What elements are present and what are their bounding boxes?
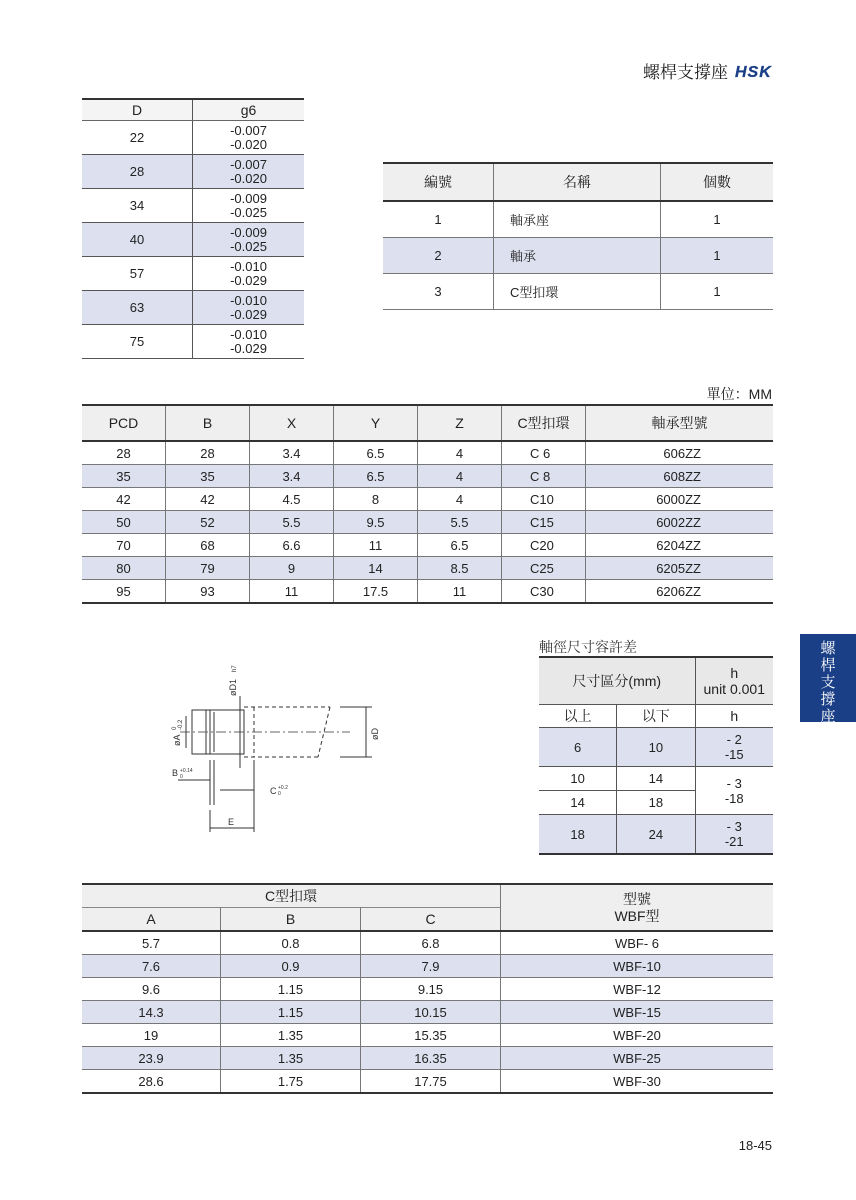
table-row (383, 201, 773, 238)
cell: WBF-20 (501, 1024, 774, 1047)
h-header-label: h (730, 665, 739, 681)
tolerance-upper: -0.010 (230, 326, 267, 342)
cell: 35 (166, 465, 250, 488)
cell: 5.7 (82, 931, 221, 955)
column-header: 以上 (539, 705, 617, 728)
cell: 5.5 (250, 511, 334, 534)
cell: 6204ZZ (586, 534, 774, 557)
tolerance-lower: -0.025 (230, 204, 267, 220)
label-d: øD (370, 728, 380, 740)
cell: 18 (539, 815, 617, 855)
tolerance-lower: -15 (724, 747, 744, 762)
table-row (539, 767, 773, 791)
label-d1: øD1 (228, 678, 238, 696)
shaft-tolerance-title: 軸徑尺寸容許差 (539, 639, 637, 655)
cell: C15 (502, 511, 586, 534)
tolerance-upper: -0.010 (230, 258, 267, 274)
label-e: E (228, 817, 235, 827)
table-header-row (383, 163, 773, 201)
cell: 40 (82, 223, 193, 257)
cell: 6205ZZ (586, 557, 774, 580)
cell: 15.35 (361, 1024, 501, 1047)
cell: 10 (539, 767, 617, 791)
brand-logo (734, 62, 772, 80)
label-b-tol-upper: +0.14 (180, 768, 193, 774)
column-header: 編號 (383, 163, 494, 201)
cell: 79 (166, 557, 250, 580)
cell: 22 (82, 121, 193, 155)
label-c: C (270, 786, 277, 796)
tolerance-cell (193, 291, 305, 325)
model-header-line1: 型號 (623, 890, 651, 907)
cell: WBF- 6 (501, 931, 774, 955)
shaft-tolerance-table (539, 656, 773, 855)
cell: 1 (661, 238, 774, 274)
cell: 80 (82, 557, 166, 580)
unit-label: 單位：MM (706, 386, 772, 402)
cell: 8.5 (418, 557, 502, 580)
cell: 16.35 (361, 1047, 501, 1070)
cell: WBF-15 (501, 1001, 774, 1024)
tolerance-cell (695, 728, 773, 767)
cell: 10 (617, 728, 695, 767)
cell: 3 (383, 274, 494, 310)
table-row (82, 325, 304, 359)
cell: 34 (82, 189, 193, 223)
tolerance-lower: -0.029 (230, 272, 267, 288)
cell: 11 (334, 534, 418, 557)
table-row (82, 534, 773, 557)
tolerance-cell (193, 223, 305, 257)
label-a-tol-upper: 0 (172, 726, 178, 730)
cring-table (82, 883, 773, 1094)
cell: 6002ZZ (586, 511, 774, 534)
cell: 1 (661, 274, 774, 310)
column-header: 個數 (661, 163, 774, 201)
tolerance-cell (193, 189, 305, 223)
column-header: A (82, 908, 221, 932)
cell: 9.6 (82, 978, 221, 1001)
dimension-table (82, 404, 773, 604)
cell: 8 (334, 488, 418, 511)
cell: 3.4 (250, 465, 334, 488)
table-row (82, 557, 773, 580)
brand-logo-text: HSK (735, 63, 772, 80)
cell: 4 (418, 465, 502, 488)
cell: 14 (617, 767, 695, 791)
cell: 35 (82, 465, 166, 488)
cell: 1.35 (221, 1047, 361, 1070)
column-header: 名稱 (494, 163, 661, 201)
tolerance-upper: -0.009 (230, 224, 267, 240)
cell: 6000ZZ (586, 488, 774, 511)
cell: 19 (82, 1024, 221, 1047)
table-row (82, 223, 304, 257)
side-tab-char: 支 (820, 674, 836, 691)
group-header: C型扣環 (82, 884, 501, 908)
table-row (82, 1047, 773, 1070)
cell: 9.5 (334, 511, 418, 534)
table-row (383, 274, 773, 310)
label-a: øA (172, 734, 182, 746)
cell: 6.5 (418, 534, 502, 557)
cell: 2 (383, 238, 494, 274)
column-header: 以下 (617, 705, 695, 728)
cell: 57 (82, 257, 193, 291)
cell: 1.75 (221, 1070, 361, 1094)
tolerance-cell (695, 767, 773, 815)
cell: 5.5 (418, 511, 502, 534)
cell: 軸承座 (494, 201, 661, 238)
label-a-tol-lower: -0.2 (178, 719, 184, 730)
column-header: X (250, 405, 334, 441)
label-c-tol-lower: 0 (278, 791, 281, 797)
table-row (82, 488, 773, 511)
cell: 23.9 (82, 1047, 221, 1070)
table-row (82, 511, 773, 534)
column-header: h (695, 705, 773, 728)
table-row (82, 1001, 773, 1024)
cell: 1.15 (221, 978, 361, 1001)
cell: 28 (82, 441, 166, 465)
cell: 4 (418, 488, 502, 511)
side-tab-char: 座 (820, 708, 836, 725)
table-row (82, 121, 304, 155)
cell: 11 (418, 580, 502, 604)
cell: 7.9 (361, 955, 501, 978)
table-row (383, 238, 773, 274)
table-row (539, 815, 773, 855)
column-header: C型扣環 (502, 405, 586, 441)
cell: C10 (502, 488, 586, 511)
table-row (82, 257, 304, 291)
cell: 42 (166, 488, 250, 511)
cell: 63 (82, 291, 193, 325)
cell: 24 (617, 815, 695, 855)
cell: 0.9 (221, 955, 361, 978)
cell: 6.5 (334, 465, 418, 488)
cell: 17.5 (334, 580, 418, 604)
cell: 1 (383, 201, 494, 238)
tolerance-upper: -0.009 (230, 190, 267, 206)
tolerance-upper: -0.007 (230, 122, 267, 138)
column-header: Y (334, 405, 418, 441)
cell: WBF-30 (501, 1070, 774, 1094)
table-row (82, 955, 773, 978)
tolerance-upper: -0.010 (230, 292, 267, 308)
tolerance-lower: -0.025 (230, 238, 267, 254)
tolerance-table (82, 98, 304, 359)
cell: 17.75 (361, 1070, 501, 1094)
range-header: 尺寸區分(mm) (539, 657, 695, 705)
cell: 9.15 (361, 978, 501, 1001)
table-row (82, 978, 773, 1001)
cell: 14 (539, 791, 617, 815)
tolerance-upper: -0.007 (230, 156, 267, 172)
tolerance-upper: - 2 (726, 732, 742, 747)
cell: 11 (250, 580, 334, 604)
tolerance-cell (695, 815, 773, 855)
cell: 9 (250, 557, 334, 580)
cell: C30 (502, 580, 586, 604)
cell: 0.8 (221, 931, 361, 955)
tolerance-cell (193, 155, 305, 189)
cell: 28.6 (82, 1070, 221, 1094)
table-row (82, 189, 304, 223)
column-header: g6 (193, 99, 305, 121)
label-d1-tol: h7 (232, 665, 238, 672)
h-header (695, 657, 773, 705)
column-header: 軸承型號 (586, 405, 774, 441)
cell: 7.6 (82, 955, 221, 978)
cell: 75 (82, 325, 193, 359)
cell: C 8 (502, 465, 586, 488)
table-row (82, 155, 304, 189)
cell: 93 (166, 580, 250, 604)
cell: 28 (82, 155, 193, 189)
tolerance-cell (193, 257, 305, 291)
side-tab-char: 螺 (820, 640, 836, 657)
side-tab-char: 桿 (820, 657, 836, 674)
table-row (82, 1070, 773, 1094)
table-row (82, 441, 773, 465)
table-row (82, 291, 304, 325)
label-b-tol-lower: 0 (180, 774, 183, 780)
cell: WBF-25 (501, 1047, 774, 1070)
table-subheader-row (539, 705, 773, 728)
cell: 42 (82, 488, 166, 511)
label-c-tol-upper: +0.2 (278, 785, 288, 791)
table-row (82, 465, 773, 488)
cell: 6.6 (250, 534, 334, 557)
cell: 68 (166, 534, 250, 557)
cell: 18 (617, 791, 695, 815)
h-header-unit: unit 0.001 (703, 681, 765, 697)
table-row (82, 931, 773, 955)
tolerance-lower: -0.029 (230, 306, 267, 322)
cell: 52 (166, 511, 250, 534)
tolerance-lower: -0.029 (230, 340, 267, 356)
table-header-row (82, 99, 304, 121)
column-header: C (361, 908, 501, 932)
tolerance-lower: -21 (724, 834, 744, 849)
parts-table (383, 162, 773, 310)
cell: 6.8 (361, 931, 501, 955)
cell: 6.5 (334, 441, 418, 465)
cell: 1.15 (221, 1001, 361, 1024)
tolerance-body (82, 121, 304, 359)
cell: C20 (502, 534, 586, 557)
cell: C25 (502, 557, 586, 580)
side-tab-char: 撐 (820, 691, 836, 708)
cell: 6 (539, 728, 617, 767)
tolerance-cell (193, 121, 305, 155)
cell: 1.35 (221, 1024, 361, 1047)
parts-body (383, 201, 773, 310)
cell: 4.5 (250, 488, 334, 511)
table-header-row (82, 405, 773, 441)
cell: 4 (418, 441, 502, 465)
cell: 95 (82, 580, 166, 604)
cell: 10.15 (361, 1001, 501, 1024)
dimension-body (82, 441, 773, 603)
cell: 1 (661, 201, 774, 238)
cell: 14.3 (82, 1001, 221, 1024)
model-header-line2: WBF型 (614, 907, 660, 924)
cell: 6206ZZ (586, 580, 774, 604)
cell: 3.4 (250, 441, 334, 465)
table-row (82, 580, 773, 604)
cell: 14 (334, 557, 418, 580)
tolerance-upper: - 3 (726, 775, 742, 791)
column-header: B (221, 908, 361, 932)
cell: 軸承 (494, 238, 661, 274)
cell: 608ZZ (586, 465, 774, 488)
tolerance-cell (193, 325, 305, 359)
cell: WBF-10 (501, 955, 774, 978)
column-header: B (166, 405, 250, 441)
column-header: Z (418, 405, 502, 441)
table-row (82, 1024, 773, 1047)
cell: 28 (166, 441, 250, 465)
cell: 50 (82, 511, 166, 534)
cring-body (82, 931, 773, 1093)
label-b: B (172, 768, 179, 778)
table-header-row (539, 657, 773, 705)
cell: C 6 (502, 441, 586, 465)
cell: WBF-12 (501, 978, 774, 1001)
column-header: PCD (82, 405, 166, 441)
model-header (501, 884, 774, 931)
shaft-diagram (150, 660, 390, 845)
table-row (539, 728, 773, 767)
table-header-row (82, 884, 773, 908)
tolerance-lower: -0.020 (230, 170, 267, 186)
cell: 606ZZ (586, 441, 774, 465)
column-header: D (82, 99, 193, 121)
tolerance-lower: -18 (724, 790, 744, 806)
side-category-tab[interactable] (800, 634, 856, 725)
tolerance-lower: -0.020 (230, 136, 267, 152)
page-number: 18-45 (738, 1138, 772, 1153)
cell: C型扣環 (494, 274, 661, 310)
tolerance-upper: - 3 (726, 819, 742, 834)
page-header (643, 58, 772, 83)
header-title: 螺桿支撐座 (643, 63, 728, 82)
cell: 70 (82, 534, 166, 557)
